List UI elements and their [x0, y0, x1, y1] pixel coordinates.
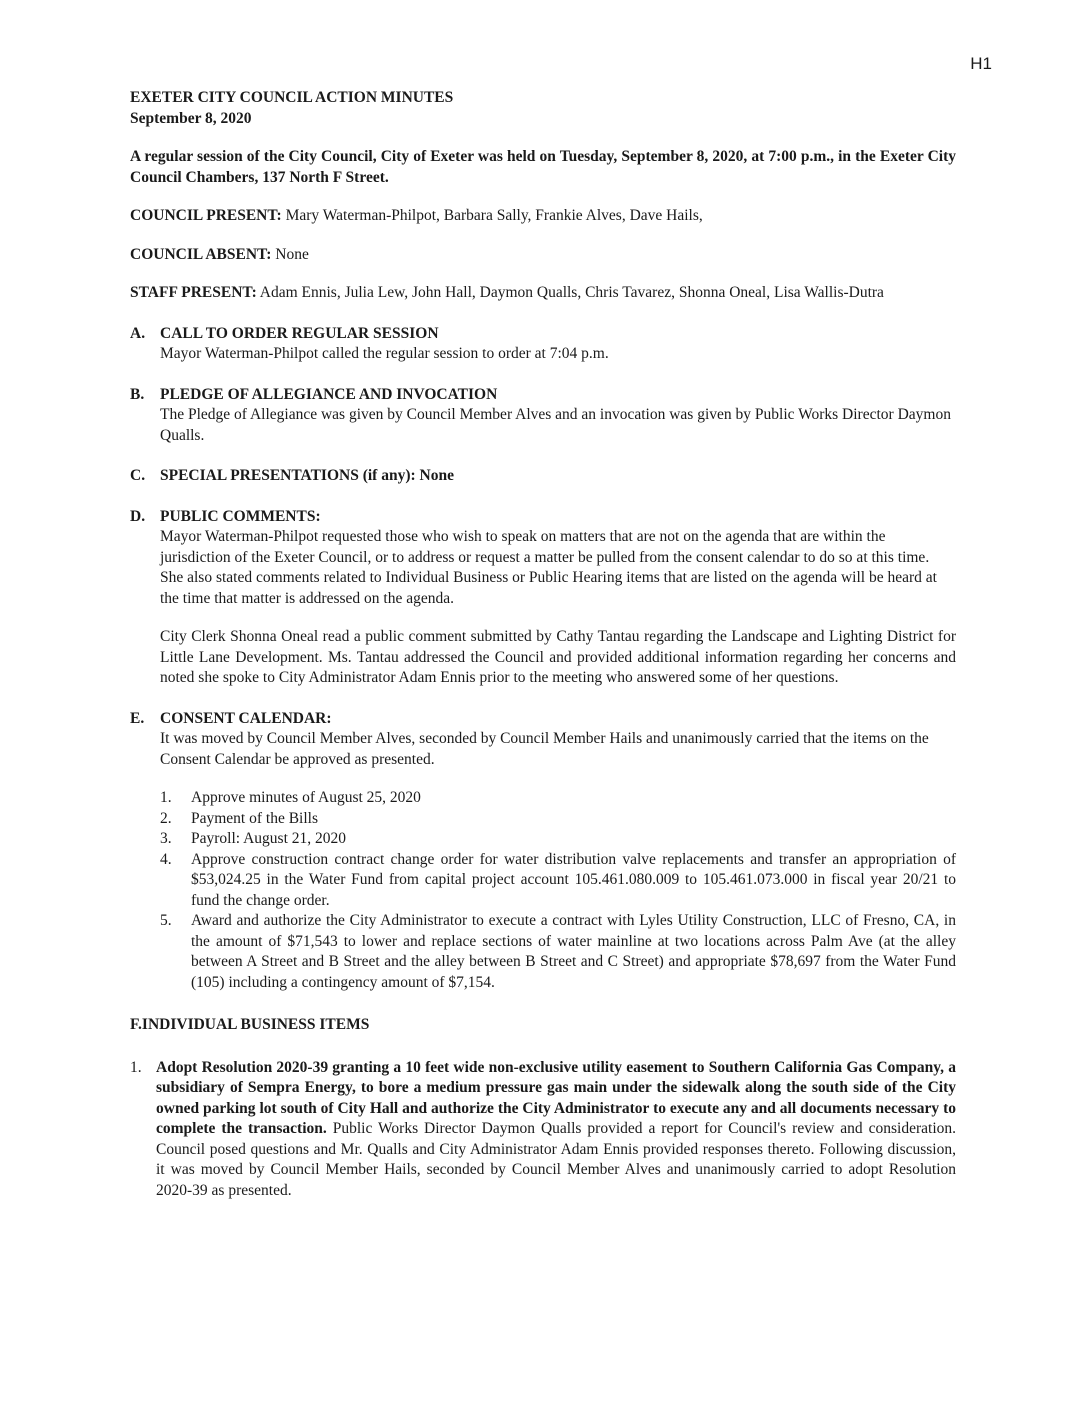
section-d-paragraph-1: Mayor Waterman-Philpot requested those who wish to speak on matters that are not on the agenda that are within the jurisdiction of the Exeter Council, or to address or request a matter be pulled from the consent calendar to do so at this time. She also stated comments related to Individual Business or Public Hearing items that are listed on the agenda will be heard at the time that matter is addressed on the agenda.: [160, 528, 937, 607]
business-item-summary: Public Works Director Daymon Qualls provided a report for Council's review and consideration. Council posed questions and Mr. Qualls and City Administrator Adam Ennis provided responses thereto. Following discussion, it was moved by Council Member Hails, seconded by Council Member Alves and unanimously carried to adopt Resolution 2020-39 as presented.: [156, 1120, 957, 1199]
list-item-number: 3.: [160, 830, 172, 847]
minutes-document: [130, 88, 956, 1201]
council-absent-value: None: [275, 245, 309, 263]
section-c-letter: C.: [130, 467, 146, 484]
staff-present: [130, 283, 956, 304]
document-header: [130, 88, 956, 129]
council-absent: [130, 245, 956, 266]
section-f: [130, 1015, 956, 1201]
list-item-text: Payment of the Bills: [191, 809, 319, 827]
section-a-text: Mayor Waterman-Philpot called the regular session to order at 7:04 p.m.: [160, 345, 609, 362]
council-present: [130, 206, 956, 227]
council-present-value: Mary Waterman-Philpot, Barbara Sally, Frankie Alves, Dave Hails,: [285, 207, 703, 224]
list-item-text: [156, 1058, 956, 1202]
section-b-title: PLEDGE OF ALLEGIANCE AND INVOCATION: [160, 385, 498, 403]
section-e-title: CONSENT CALENDAR:: [160, 709, 332, 727]
business-item-motion: Adopt Resolution 2020-39 granting a 10 feet wide non-exclusive utility easement to Southern California Gas Company, a subsidiary of Sempra Energy, to bore a medium pressure gas main under the sidewalk along the south side of the City owned parking lot south of City Hall and authorize the City Administrator to execute any and all documents necessary to complete the transaction.: [156, 1058, 956, 1137]
section-d-paragraph-2: City Clerk Shonna Oneal read a public comment submitted by Cathy Tantau regarding the Landscape and Lighting District for Little Lane Development. Ms. Tantau addressed the Council and provided additional information regarding her concerns and noted she spoke to City Administrator Adam Ennis prior to the meeting who answered some of her questions.: [160, 628, 956, 686]
section-b-letter: B.: [130, 385, 145, 403]
list-item-text: Payroll: August 21, 2020: [191, 830, 347, 847]
business-items-list: [130, 1058, 956, 1202]
staff-present-value: Adam Ennis, Julia Lew, John Hall, Daymon Qualls, Chris Tavarez, Shonna Oneal, Lisa Wallis-Dutra: [259, 284, 884, 301]
section-e: [130, 709, 956, 994]
staff-present-label: STAFF PRESENT:: [130, 284, 257, 301]
page-label: H1: [970, 54, 992, 73]
section-c-title: SPECIAL PRESENTATIONS (if any): None: [160, 467, 454, 484]
section-e-letter: E.: [130, 709, 145, 727]
section-a-letter: A.: [130, 324, 146, 342]
intro-paragraph: A regular session of the City Council, City of Exeter was held on Tuesday, September 8, 2020, at 7:00 p.m., in the Exeter City Council Chambers, 137 North F Street.: [130, 148, 956, 186]
list-item: [160, 788, 956, 809]
section-c: [130, 466, 956, 487]
section-f-title: F.INDIVIDUAL BUSINESS ITEMS: [130, 1016, 370, 1033]
section-b-text: The Pledge of Allegiance was given by Council Member Alves and an invocation was given by Public Works Director Daymon Qualls.: [160, 406, 951, 444]
section-d-letter: D.: [130, 507, 146, 525]
section-e-text: It was moved by Council Member Alves, seconded by Council Member Hails and unanimously carried that the items on the Consent Calendar be approved as presented.: [160, 730, 929, 768]
consent-calendar-list: [160, 788, 956, 993]
list-item: [160, 911, 956, 993]
section-d-title: PUBLIC COMMENTS:: [160, 507, 321, 525]
section-d: [130, 507, 956, 689]
list-item: [160, 829, 956, 850]
list-item: [130, 1058, 956, 1202]
section-a-title: CALL TO ORDER REGULAR SESSION: [160, 324, 439, 342]
list-item-number: 5.: [160, 912, 172, 929]
council-present-label: COUNCIL PRESENT:: [130, 207, 282, 224]
list-item-text: Approve minutes of August 25, 2020: [191, 789, 421, 806]
list-item-number: 1.: [160, 789, 172, 806]
list-item-number: 4.: [160, 850, 172, 868]
list-item-text: Award and authorize the City Administrator to execute a contract with Lyles Utility Construction, LLC of Fresno, CA, in the amount of $71,543 to lower and replace sections of water mainline at two locations across Palm Ave (at the alley between A Street and B Street and the alley between B Street and C Street) and appropriate $78,697 from the Water Fund (105) including a contingency amount of $7,154.: [191, 912, 956, 991]
section-b: [130, 385, 956, 447]
list-item: [160, 809, 956, 830]
section-a: [130, 324, 956, 365]
list-item: [160, 850, 956, 912]
document-title: EXETER CITY COUNCIL ACTION MINUTES: [130, 89, 454, 106]
document-date: September 8, 2020: [130, 109, 252, 127]
list-item-number: 1.: [130, 1058, 142, 1076]
list-item-number: 2.: [160, 809, 172, 827]
list-item-text: Approve construction contract change order for water distribution valve replacements and transfer an appropriation of $53,024.25 in the Water Fund from capital project account 105.461.080.009 to 105.461.073.000 in fiscal year 20/21 to fund the change order.: [191, 850, 956, 909]
council-absent-label: COUNCIL ABSENT:: [130, 245, 272, 263]
